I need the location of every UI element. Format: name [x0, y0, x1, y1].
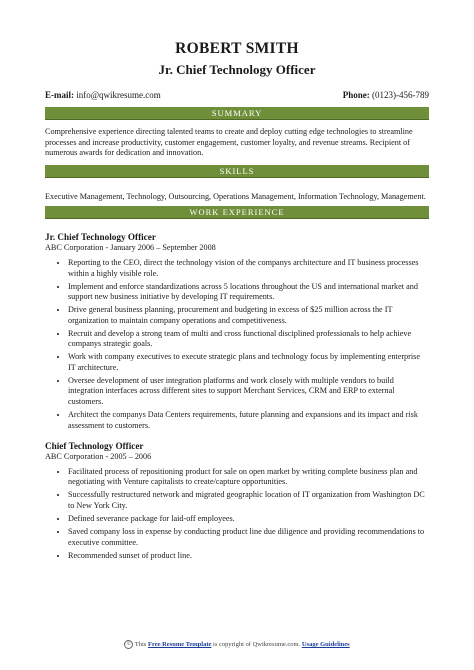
job-bullet: • Recruit and develop a strong team of multi and cross functional disciplined professionals to help achieve companys strategic goals.	[68, 329, 429, 350]
job-bullet: • Defined severance package for laid-off employees.	[68, 514, 429, 525]
job-entry	[45, 231, 429, 431]
job-bullet: • Work with company executives to execute strategic plans and technology focus by implementing enterprise IT architecture.	[68, 352, 429, 373]
footer-prefix: This	[134, 640, 147, 648]
email-block	[45, 90, 161, 101]
job-bullet: • Architect the companys Data Centers requirements, future planning and expansions and its impact and risk assessment to customers.	[68, 410, 429, 431]
work-experience-heading: WORK EXPERIENCE	[45, 206, 429, 219]
job-bullet: • Oversee development of user integration platforms and work closely with multiple vendors to build integration interfaces across different sites to support Merchant Services, CRM and ERP to external customers.	[68, 376, 429, 408]
job-bullet: • Saved company loss in expense by conducting product line due diligence and providing recommendations to executive committee.	[68, 527, 429, 548]
job-bullets	[45, 258, 429, 431]
job-title: Jr. Chief Technology Officer	[45, 232, 156, 243]
job-bullet: • Reporting to the CEO, direct the technology vision of the companys architecture and IT business processes within a highly visible role.	[68, 258, 429, 279]
phone-label: Phone:	[342, 90, 370, 100]
summary-text: Comprehensive experience directing talented teams to create and deploy cutting edge technologies to streamline processes and increase productivity, customer engagement, customer loyalty, and revenue streams. Recipient of numerous awards for dedication and innovation.	[45, 127, 413, 158]
skills-heading: SKILLS	[45, 165, 429, 178]
job-entry	[45, 440, 429, 561]
candidate-title: Jr. Chief Technology Officer	[158, 62, 316, 77]
job-bullets	[45, 467, 429, 561]
summary-heading: SUMMARY	[45, 107, 429, 120]
usage-guidelines-link[interactable]: Usage Guidelines	[301, 640, 350, 648]
email-label: E-mail:	[45, 90, 74, 100]
job-bullet: • Recommended sunset of product line.	[68, 551, 429, 562]
job-bullet: • Drive general business planning, procurement and budgeting in excess of $25 million across the IT organization to maintain company operations and competitiveness.	[68, 305, 429, 326]
phone-value: (0123)-456-789	[372, 90, 429, 100]
footer-middle: is copyright of Qwikresume.com.	[213, 640, 301, 648]
job-company-dates: ABC Corporation - January 2006 – September 2008	[45, 243, 216, 253]
job-bullet: • Implement and enforce standardizations across 5 locations throughout the US and international market and support new business initiative by developing IT requirements.	[68, 282, 429, 303]
email-value[interactable]: info@qwikresume.com	[76, 90, 161, 100]
phone-block	[343, 90, 429, 101]
contact-row	[45, 90, 429, 101]
job-bullet: • Successfully restructured network and migrated geographic location of IT organization from Washington DC to New York City.	[68, 490, 429, 511]
skills-text: Executive Management, Technology, Outsourcing, Operations Management, Information Technology, Management.	[45, 191, 426, 201]
job-bullet: • Facilitated process of repositioning product for sale on open market by writing complete business plan and negotiating with Venture capitalists to create/capture opportunities.	[68, 467, 429, 488]
job-title: Chief Technology Officer	[45, 441, 144, 452]
job-company-dates: ABC Corporation - 2005 – 2006	[45, 452, 152, 462]
footer	[0, 640, 474, 649]
candidate-name: ROBERT SMITH	[175, 40, 299, 57]
copyright-icon: ©	[124, 640, 133, 649]
free-resume-template-link[interactable]: Free Resume Template	[147, 640, 212, 648]
